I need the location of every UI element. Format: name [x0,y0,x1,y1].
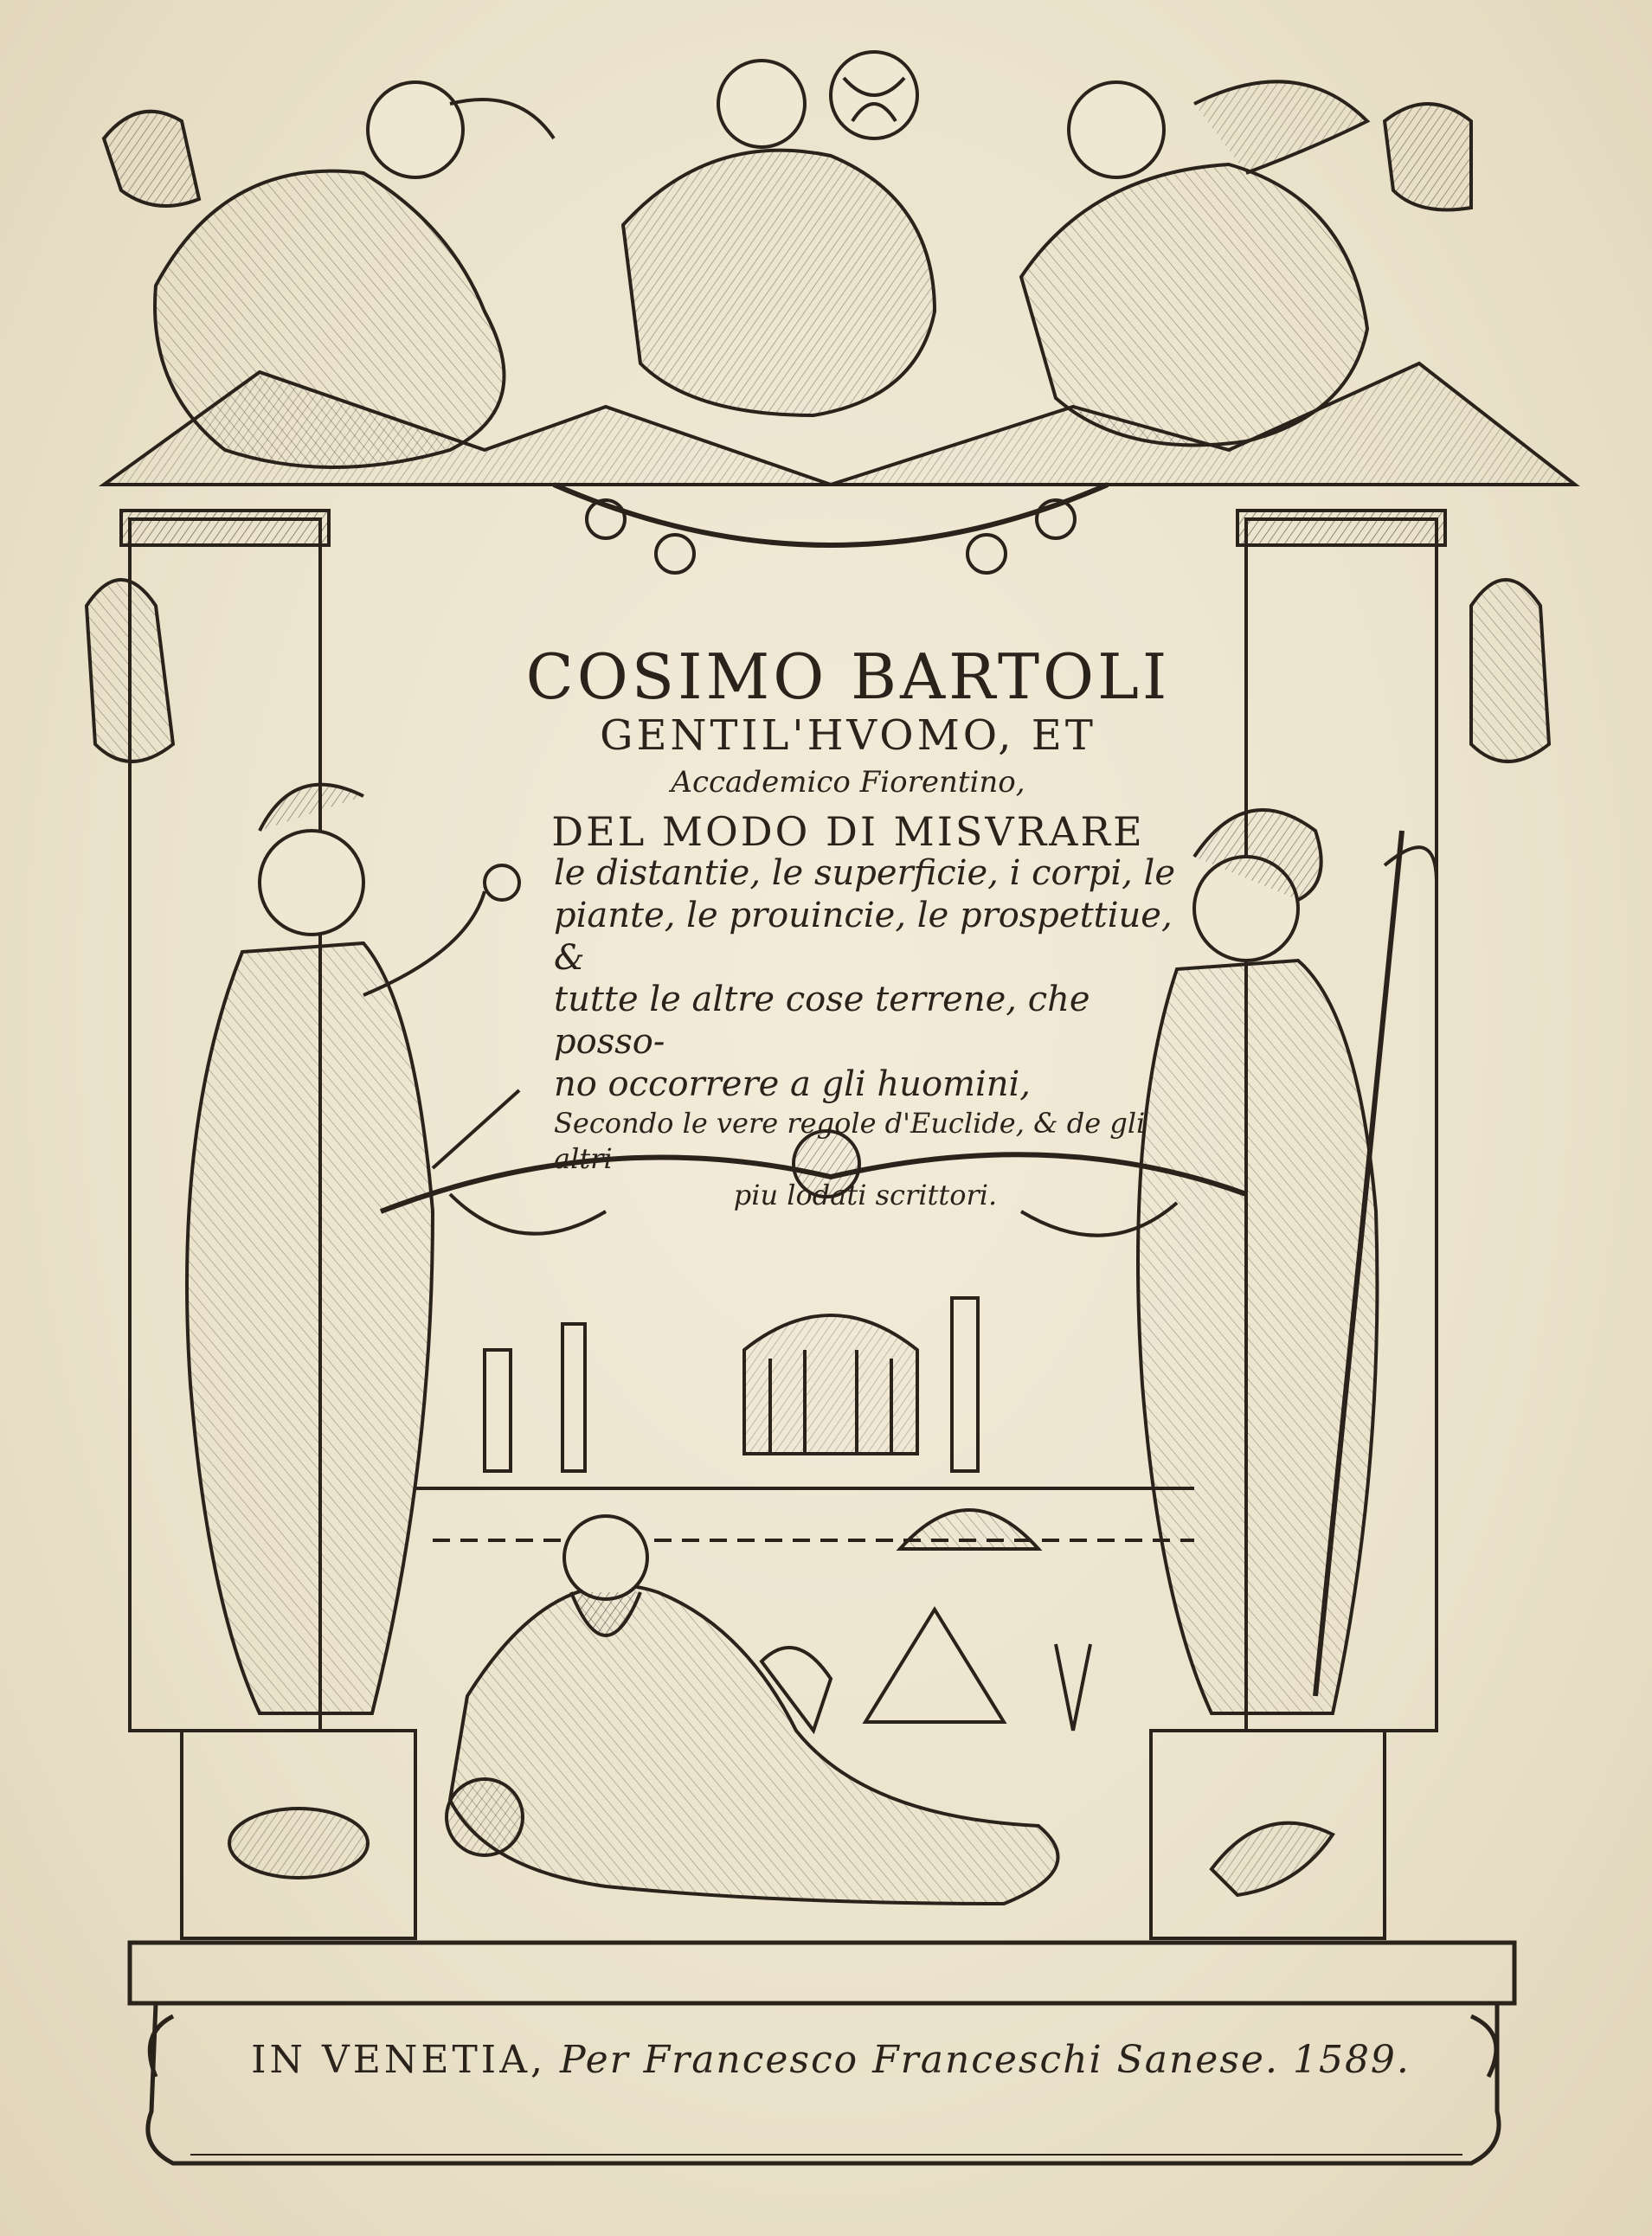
author-name: COSIMO BARTOLI [525,640,1171,713]
book-title: DEL MODO DI MISVRARE [551,807,1145,855]
subtitle-line: le distantie, le superficie, i corpi, le [554,852,1176,893]
subtitle-line: piante, le prouincie, le prospettiue, & [554,895,1173,978]
subtitle-line: Secondo le vere regole d'Euclide, & de gli altri [554,1106,1146,1176]
imprint-printer: Per Francesco Franceschi Sanese. [559,2038,1279,2082]
subtitle-line: tutte le altre cose terrene, che posso- [554,980,1090,1063]
imprint-place: IN VENETIA, [251,2038,546,2082]
pediment-figures [104,52,1575,573]
central-scene [381,1131,1246,1904]
subtitle-line: piu lodati scrittori. [733,1178,998,1211]
author-academy: Accademico Fiorentino, [671,764,1025,800]
subtitle-lines [554,852,1177,1214]
imprint [225,2038,1437,2082]
author-rank: GENTIL'HVOMO, ET [600,710,1096,760]
subtitle-line: no occorrere a gli huomini, [554,1063,1032,1104]
imprint-year: 1589. [1292,2038,1411,2082]
title-block [519,640,1177,1214]
